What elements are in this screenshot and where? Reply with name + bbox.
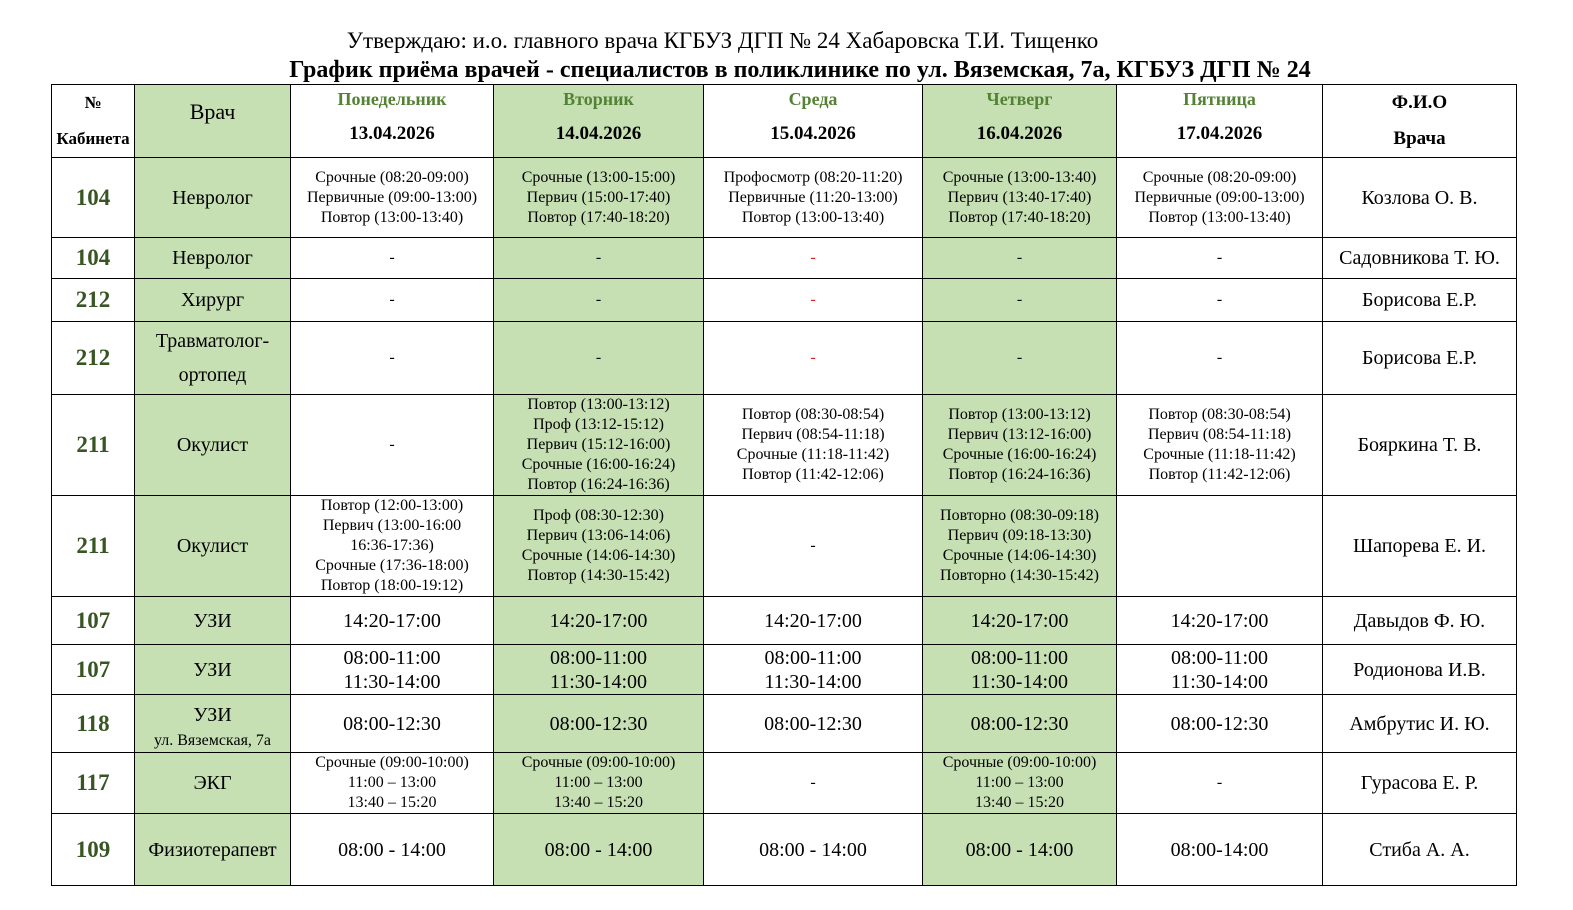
table-row (52, 496, 1517, 597)
schedule-entry: - (595, 349, 602, 366)
schedule-entry: 08:00-11:00 (343, 646, 441, 669)
schedule-entry: 11:00 – 13:00 (554, 774, 643, 791)
schedule-cell (1117, 496, 1323, 597)
schedule-entry: Повтор (16:24-16:36) (527, 476, 670, 493)
schedule-cell (1117, 814, 1323, 886)
specialty (135, 238, 291, 279)
doctor-name: Шапорева Е. И. (1323, 496, 1517, 597)
specialty (135, 814, 291, 886)
doctor-name: Борисова Е.Р. (1323, 279, 1517, 322)
schedule-cell (923, 395, 1117, 496)
schedule-entry: - (1216, 291, 1223, 308)
schedule-entry: Повторно (14:30-15:42) (940, 567, 1099, 584)
schedule-entry: 11:30-14:00 (549, 670, 648, 693)
schedule-cell (291, 695, 494, 753)
schedule-entry: Повтор (17:40-18:20) (527, 208, 670, 226)
schedule-entry: Повтор (17:40-18:20) (948, 208, 1091, 226)
schedule-cell (291, 395, 494, 496)
schedule-entry: 08:00-12:30 (970, 712, 1069, 735)
schedule-entry: Первич (15:12-16:00) (526, 436, 671, 453)
schedule-cell (494, 158, 704, 238)
schedule-entry: Срочные (13:00-15:00) (521, 168, 676, 186)
schedule-entry: 11:30-14:00 (343, 670, 441, 693)
schedule-cell (1117, 597, 1323, 645)
schedule-cell (704, 753, 923, 814)
room-number: 211 (52, 395, 135, 496)
table-row (52, 645, 1517, 695)
schedule-cell (923, 322, 1117, 395)
schedule-entry: - (389, 436, 395, 453)
schedule-entry: 08:00 - 14:00 (544, 838, 653, 861)
schedule-entry: - (389, 249, 395, 266)
schedule-entry: 11:00 – 13:00 (975, 774, 1064, 791)
specialty-label: ортопед (178, 364, 247, 386)
schedule-entry: Срочные (16:00-16:24) (942, 446, 1097, 463)
schedule-cell (494, 496, 704, 597)
schedule-cell (291, 645, 494, 695)
table-row (52, 279, 1517, 322)
table-row (52, 238, 1517, 279)
table-row (52, 322, 1517, 395)
schedule-entry: 08:00-11:00 (970, 646, 1069, 669)
schedule-entry: 08:00 - 14:00 (759, 838, 867, 861)
schedule-cell (704, 279, 923, 322)
schedule-entry: 08:00 - 14:00 (965, 838, 1074, 861)
doctor-name: Козлова О. В. (1323, 158, 1517, 238)
room-number: 107 (52, 597, 135, 645)
header-day-tue: Вторник 14.04.2026 (494, 85, 704, 158)
schedule-table (51, 84, 1517, 886)
header-day-mon: Понедельник 13.04.2026 (291, 85, 494, 158)
schedule-cell (923, 597, 1117, 645)
schedule-entry: 13:40 – 15:20 (975, 794, 1064, 811)
specialty-label: Физиотерапевт (148, 838, 277, 861)
schedule-entry: - (1216, 249, 1223, 266)
schedule-cell (291, 322, 494, 395)
schedule-entry: Проф (13:12-15:12) (533, 416, 664, 433)
schedule-entry: Срочные (09:00-10:00) (521, 754, 676, 771)
schedule-cell (923, 238, 1117, 279)
schedule-cell (704, 814, 923, 886)
schedule-entry: 08:00 - 14:00 (338, 838, 446, 861)
schedule-entry: Профосмотр (08:20-11:20) (723, 168, 903, 186)
header-day-fri: Пятница 17.04.2026 (1117, 85, 1323, 158)
schedule-cell (704, 695, 923, 753)
schedule-cell (1117, 753, 1323, 814)
schedule-cell (291, 279, 494, 322)
schedule-entry: - (595, 249, 602, 266)
schedule-entry: Повтор (18:00-19:12) (320, 577, 464, 594)
schedule-entry: 11:00 – 13:00 (347, 774, 437, 791)
header-day-wed: Среда 15.04.2026 (704, 85, 923, 158)
schedule-cell (494, 753, 704, 814)
schedule-cell (923, 645, 1117, 695)
schedule-entry: - (810, 537, 816, 554)
schedule-entry: Повтор (13:00-13:40) (1148, 208, 1291, 226)
specialty (135, 158, 291, 238)
schedule-entry: 14:20-17:00 (343, 609, 441, 632)
specialty-label: УЗИ (193, 609, 232, 632)
schedule-cell (494, 645, 704, 695)
schedule-entry: 13:40 – 15:20 (347, 794, 437, 811)
schedule-entry: 14:20-17:00 (549, 609, 648, 632)
specialty-label: УЗИ (193, 658, 232, 681)
specialty-label: УЗИ (193, 703, 232, 726)
schedule-entry: - (1016, 249, 1023, 266)
schedule-entry: 13:40 – 15:20 (554, 794, 643, 811)
schedule-entry: Повтор (11:42-12:06) (742, 466, 884, 483)
schedule-cell (704, 238, 923, 279)
specialty (135, 279, 291, 322)
schedule-entry: Проф (08:30-12:30) (533, 507, 664, 524)
schedule-entry: Первич (09:18-13:30) (947, 527, 1092, 544)
schedule-entry: Первичные (09:00-13:00) (1134, 188, 1305, 206)
specialty-label: Окулист (176, 434, 249, 456)
specialty-label: Невролог (172, 247, 253, 269)
schedule-cell (704, 496, 923, 597)
room-number: 118 (52, 695, 135, 753)
schedule-entry: Первич (13:40-17:40) (947, 188, 1092, 206)
schedule-cell (923, 814, 1117, 886)
schedule-entry: - (1216, 774, 1223, 791)
specialty (135, 695, 291, 753)
specialty (135, 496, 291, 597)
approval-line: Утверждаю: и.о. главного врача КГБУЗ ДГП № 24 Хабаровска Т.И. Тищенко (346, 28, 1099, 53)
schedule-entry: 08:00-11:00 (764, 646, 862, 669)
schedule-cell (923, 158, 1117, 238)
doctor-name: Давыдов Ф. Ю. (1323, 597, 1517, 645)
schedule-entry: 14:20-17:00 (1170, 609, 1269, 632)
schedule-entry: - (1216, 349, 1223, 366)
schedule-cell (1117, 279, 1323, 322)
room-number: 212 (52, 279, 135, 322)
schedule-cell (704, 645, 923, 695)
schedule-entry: 14:20-17:00 (970, 609, 1069, 632)
room-number: 212 (52, 322, 135, 395)
doctor-name: Амбрутис И. Ю. (1323, 695, 1517, 753)
specialty-address: ул. Вяземская, 7а (153, 731, 272, 749)
schedule-entry: Первичные (11:20-13:00) (728, 188, 898, 206)
schedule-entry: - (810, 291, 816, 308)
room-number: 107 (52, 645, 135, 695)
schedule-entry: 08:00-11:00 (1170, 646, 1269, 669)
schedule-entry: Первич (08:54-11:18) (741, 426, 885, 443)
schedule-cell (704, 597, 923, 645)
schedule-cell (704, 395, 923, 496)
header-doctor: Врач (135, 85, 291, 158)
schedule-cell (1117, 645, 1323, 695)
schedule-entry: Повтор (08:30-08:54) (741, 406, 885, 423)
schedule-entry: Повторно (08:30-09:18) (940, 507, 1099, 524)
specialty-label: Хирург (180, 289, 245, 311)
schedule-cell (1117, 395, 1323, 496)
schedule-entry: Повтор (13:00-13:40) (741, 208, 885, 226)
schedule-entry: Повтор (14:30-15:42) (527, 567, 670, 584)
schedule-entry: Срочные (14:06-14:30) (942, 547, 1097, 564)
schedule-entry: Срочные (08:20-09:00) (1142, 168, 1297, 186)
room-number: 104 (52, 238, 135, 279)
schedule-entry: 16:36-17:36) (350, 537, 434, 554)
specialty (135, 395, 291, 496)
schedule-entry: Повтор (11:42-12:06) (1148, 466, 1291, 483)
schedule-cell (494, 238, 704, 279)
doctor-name: Борисова Е.Р. (1323, 322, 1517, 395)
schedule-entry: Первич (13:00-16:00 (322, 517, 462, 534)
schedule-entry: Повтор (12:00-13:00) (320, 497, 464, 514)
specialty-label: Травматолог- (155, 330, 270, 352)
header-row (52, 85, 1517, 158)
schedule-entry: - (810, 774, 816, 791)
schedule-cell (923, 695, 1117, 753)
doctor-name: Бояркина Т. В. (1323, 395, 1517, 496)
table-row (52, 695, 1517, 753)
schedule-entry: Срочные (14:06-14:30) (521, 547, 676, 564)
schedule-entry: Повтор (08:30-08:54) (1148, 406, 1291, 423)
schedule-cell (1117, 158, 1323, 238)
schedule-entry: Первич (13:12-16:00) (947, 426, 1092, 443)
schedule-entry: Первич (15:00-17:40) (526, 188, 671, 206)
schedule-entry: Повтор (13:00-13:12) (527, 396, 670, 413)
specialty (135, 753, 291, 814)
schedule-cell (291, 814, 494, 886)
schedule-entry: Срочные (17:36-18:00) (315, 557, 469, 574)
schedule-entry: 08:00-12:30 (343, 712, 441, 735)
schedule-entry: 11:30-14:00 (970, 670, 1069, 693)
schedule-entry: - (1016, 349, 1023, 366)
schedule-cell (494, 279, 704, 322)
schedule-entry: Повтор (16:24-16:36) (948, 466, 1091, 483)
schedule-title: График приёма врачей - специалистов в поликлинике по ул. Вяземская, 7а, КГБУЗ ДГП № 24 (289, 57, 1311, 83)
schedule-entry: Срочные (16:00-16:24) (521, 456, 676, 473)
schedule-entry: - (810, 249, 816, 266)
room-number: 117 (52, 753, 135, 814)
specialty-label: Невролог (172, 186, 253, 209)
table-row (52, 158, 1517, 238)
header-day-thu: Четверг 16.04.2026 (923, 85, 1117, 158)
specialty-label: Окулист (176, 535, 249, 557)
header-room-number: № Кабинета (52, 85, 135, 158)
schedule-entry: Первичные (09:00-13:00) (306, 188, 478, 206)
specialty (135, 322, 291, 395)
schedule-cell (291, 158, 494, 238)
schedule-entry: Срочные (13:00-13:40) (942, 168, 1097, 186)
schedule-entry: Срочные (09:00-10:00) (942, 754, 1097, 771)
room-number: 104 (52, 158, 135, 238)
schedule-entry: Первич (13:06-14:06) (526, 527, 671, 544)
schedule-cell (494, 814, 704, 886)
schedule-cell (291, 496, 494, 597)
header-fio: Ф.И.О Врача (1323, 85, 1517, 158)
schedule-entry: 14:20-17:00 (764, 609, 862, 632)
schedule-cell (291, 597, 494, 645)
schedule-cell (923, 753, 1117, 814)
schedule-entry: Срочные (11:18-11:42) (736, 446, 890, 463)
schedule-cell (494, 322, 704, 395)
table-row (52, 395, 1517, 496)
table-row (52, 597, 1517, 645)
schedule-cell (494, 695, 704, 753)
schedule-entry: - (389, 291, 395, 308)
schedule-cell (704, 158, 923, 238)
schedule-entry: - (389, 349, 395, 366)
schedule-cell (494, 395, 704, 496)
schedule-cell (291, 753, 494, 814)
specialty (135, 597, 291, 645)
schedule-entry: 08:00-12:30 (764, 712, 862, 735)
schedule-cell (923, 279, 1117, 322)
schedule-cell (291, 238, 494, 279)
schedule-cell (494, 597, 704, 645)
specialty-label: ЭКГ (193, 772, 232, 794)
doctor-name: Родионова И.В. (1323, 645, 1517, 695)
table-row (52, 814, 1517, 886)
schedule-cell (1117, 322, 1323, 395)
schedule-entry: - (1016, 291, 1023, 308)
schedule-entry: - (595, 291, 602, 308)
schedule-cell (1117, 695, 1323, 753)
doctor-name: Садовникова Т. Ю. (1323, 238, 1517, 279)
schedule-entry: Срочные (09:00-10:00) (315, 754, 469, 771)
schedule-entry: 08:00-11:00 (549, 646, 648, 669)
schedule-entry: Первич (08:54-11:18) (1147, 426, 1292, 443)
schedule-entry: Срочные (11:18-11:42) (1143, 446, 1296, 463)
schedule-entry: - (810, 349, 816, 366)
schedule-entry: 11:30-14:00 (764, 670, 862, 693)
schedule-entry: 08:00-14:00 (1170, 838, 1269, 861)
schedule-cell (923, 496, 1117, 597)
room-number: 109 (52, 814, 135, 886)
doctor-name: Стиба А. А. (1323, 814, 1517, 886)
schedule-entry: 11:30-14:00 (1170, 670, 1269, 693)
schedule-entry: 08:00-12:30 (549, 712, 648, 735)
schedule-entry: Повтор (13:00-13:12) (948, 406, 1091, 423)
room-number: 211 (52, 496, 135, 597)
table-row (52, 753, 1517, 814)
schedule-cell (1117, 238, 1323, 279)
schedule-entry: Повтор (13:00-13:40) (320, 208, 464, 226)
schedule-entry: Срочные (08:20-09:00) (315, 168, 469, 186)
specialty (135, 645, 291, 695)
schedule-cell (704, 322, 923, 395)
doctor-name: Гурасова Е. Р. (1323, 753, 1517, 814)
schedule-entry: 08:00-12:30 (1170, 712, 1269, 735)
